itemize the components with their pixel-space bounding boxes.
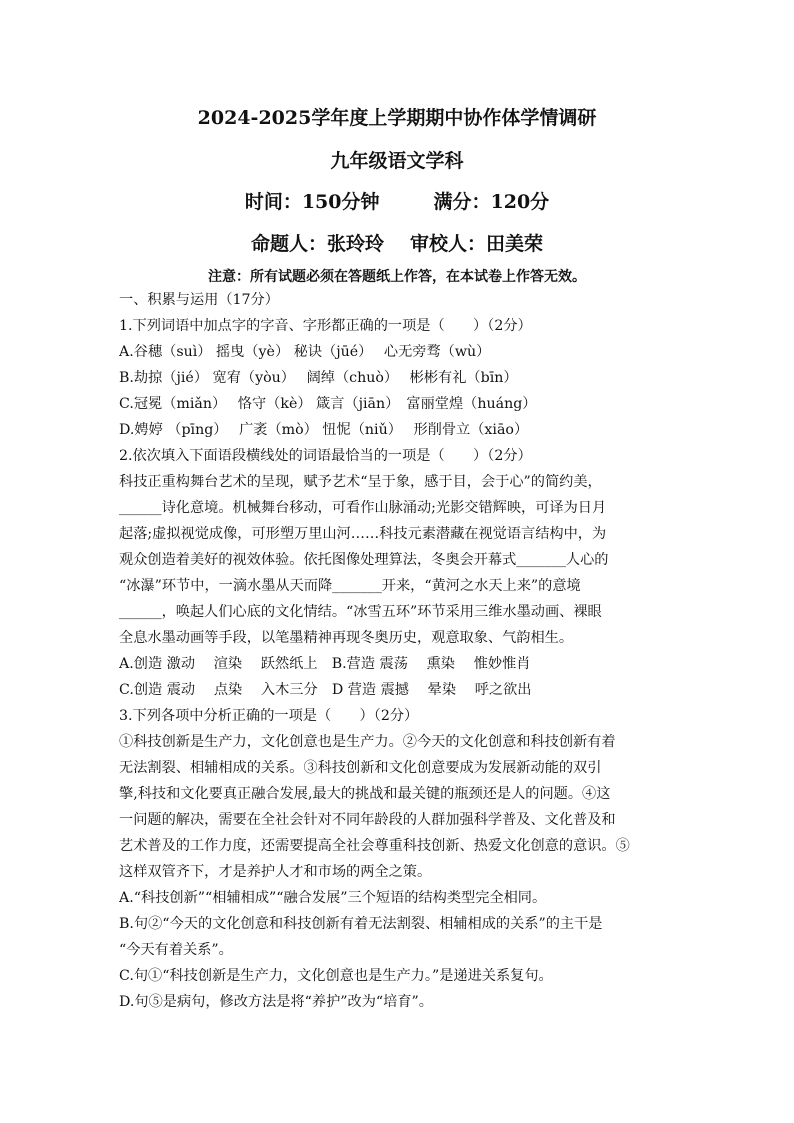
q3-passage-line: 艺术普及的工作力度，还需要提高全社会尊重科技创新、热爱文化创意的意识。⑤: [119, 838, 630, 854]
q2-passage-line: 科技正重构舞台艺术的呈现，赋予艺术“呈于象，感于目，会于心”的简约美，: [119, 474, 602, 490]
q3-option-a: A.“科技创新”“相辅相成”“融合发展”三个短语的结构类型完全相同。: [119, 890, 547, 906]
q3-passage-line: 擎,科技和文化要真正融合发展,最大的挑战和最关键的瓶颈还是人的问题。④这: [119, 786, 611, 802]
q3-passage-line: ①科技创新是生产力，文化创意也是生产力。②今天的文化创意和科技创新有着: [119, 734, 616, 750]
q2-passage-line: ______，唤起人们心底的文化情结。“冰雪五环”环节采用三维水墨动画、裸眼: [119, 604, 602, 620]
q2-options-ab: A.创造 激动 渲染 跃然纸上 B.营造 震荡 熏染 惟妙惟肖: [119, 656, 531, 672]
exam-notice: 注意：所有试题必须在答题纸上作答，在本试卷上作答无效。: [208, 269, 586, 285]
exam-full-score: 满分：120分: [433, 191, 550, 213]
q1-option-b: B.劫掠（jié） 宽宥（yòu） 阔绰（chuò） 彬彬有礼（bīn）: [119, 370, 518, 386]
exam-time: 时间：150分钟: [244, 191, 380, 213]
q2-options-cd: C.创造 震动 点染 入木三分 D 营造 震撼 晕染 呼之欲出: [119, 682, 532, 698]
exam-setter: 命题人：张玲玲: [250, 233, 384, 255]
q2-passage-line: ______诗化意境。机械舞台移动，可看作山脉涌动;光影交错辉映，可译为日月: [119, 500, 607, 516]
q1-option-c: C.冠冕（miǎn） 恪守（kè） 箴言（jiān） 富丽堂煌（huáng）: [119, 396, 537, 412]
q3-passage-line: 无法割裂、相辅相成的关系。③科技创新和文化创意要成为发展新动能的双引: [119, 760, 602, 776]
q2-passage-line: 全息水墨动画等手段，以笔墨精神再现冬奥历史，观意取象、气韵相生。: [119, 630, 574, 646]
exam-authors: [0, 229, 794, 256]
q2-passage-line: 观众创造着美好的视效体验。依托图像处理算法，冬奥会开幕式_______人心的: [119, 552, 609, 568]
q3-stem: 3.下列各项中分析正确的一项是（ ）（2分）: [119, 708, 419, 724]
q2-stem: 2.依次填入下面语段横线处的词语最恰当的一项是（ ）（2分）: [119, 448, 532, 464]
q3-option-d: D.句⑤是病句，修改方法是将“养护”改为“培育”。: [119, 994, 433, 1010]
q3-option-c: C.句①“科技创新是生产力，文化创意也是生产力。”是递进关系复句。: [119, 968, 553, 984]
q1-option-a: A.谷穗（suì） 摇曳（yè） 秘诀（jūé） 心无旁骛（wù）: [119, 344, 491, 360]
exam-reviewer: 审校人：田美荣: [410, 233, 544, 255]
q2-passage-line: “冰瀑”环节中，一滴水墨从天而降_______开来，“黄河之水天上来”的意境: [119, 578, 581, 594]
exam-subject: 九年级语文学科: [330, 150, 464, 172]
exam-body: [119, 287, 679, 1015]
q3-passage-line: 这样双管齐下，才是养护人才和市场的两全之策。: [119, 864, 432, 880]
q1-option-d: D.娉婷 （pīng） 广袤（mò） 忸怩（niǔ） 形削骨立（xiāo）: [119, 422, 529, 438]
section-heading: 一、积累与运用（17分）: [119, 292, 279, 308]
q3-option-b: B.句②“今天的文化创意和科技创新有着无法割裂、相辅相成的关系”的主干是: [119, 916, 603, 932]
q3-option-b-cont: “今天有着关系”。: [119, 942, 233, 958]
exam-title: 2024-2025学年度上学期期中协作体学情调研: [197, 107, 597, 129]
q3-passage-line: 一问题的解决，需要在全社会针对不同年龄段的人群加强科学普及、文化普及和: [119, 812, 616, 828]
exam-time-score: [0, 187, 794, 214]
q2-passage-line: 起落;虚拟视觉成像，可形塑万里山河……科技元素潜藏在视觉语言结构中，为: [119, 526, 607, 542]
q1-stem: 1.下列词语中加点字的字音、字形都正确的一项是（ ）（2分）: [119, 318, 532, 334]
